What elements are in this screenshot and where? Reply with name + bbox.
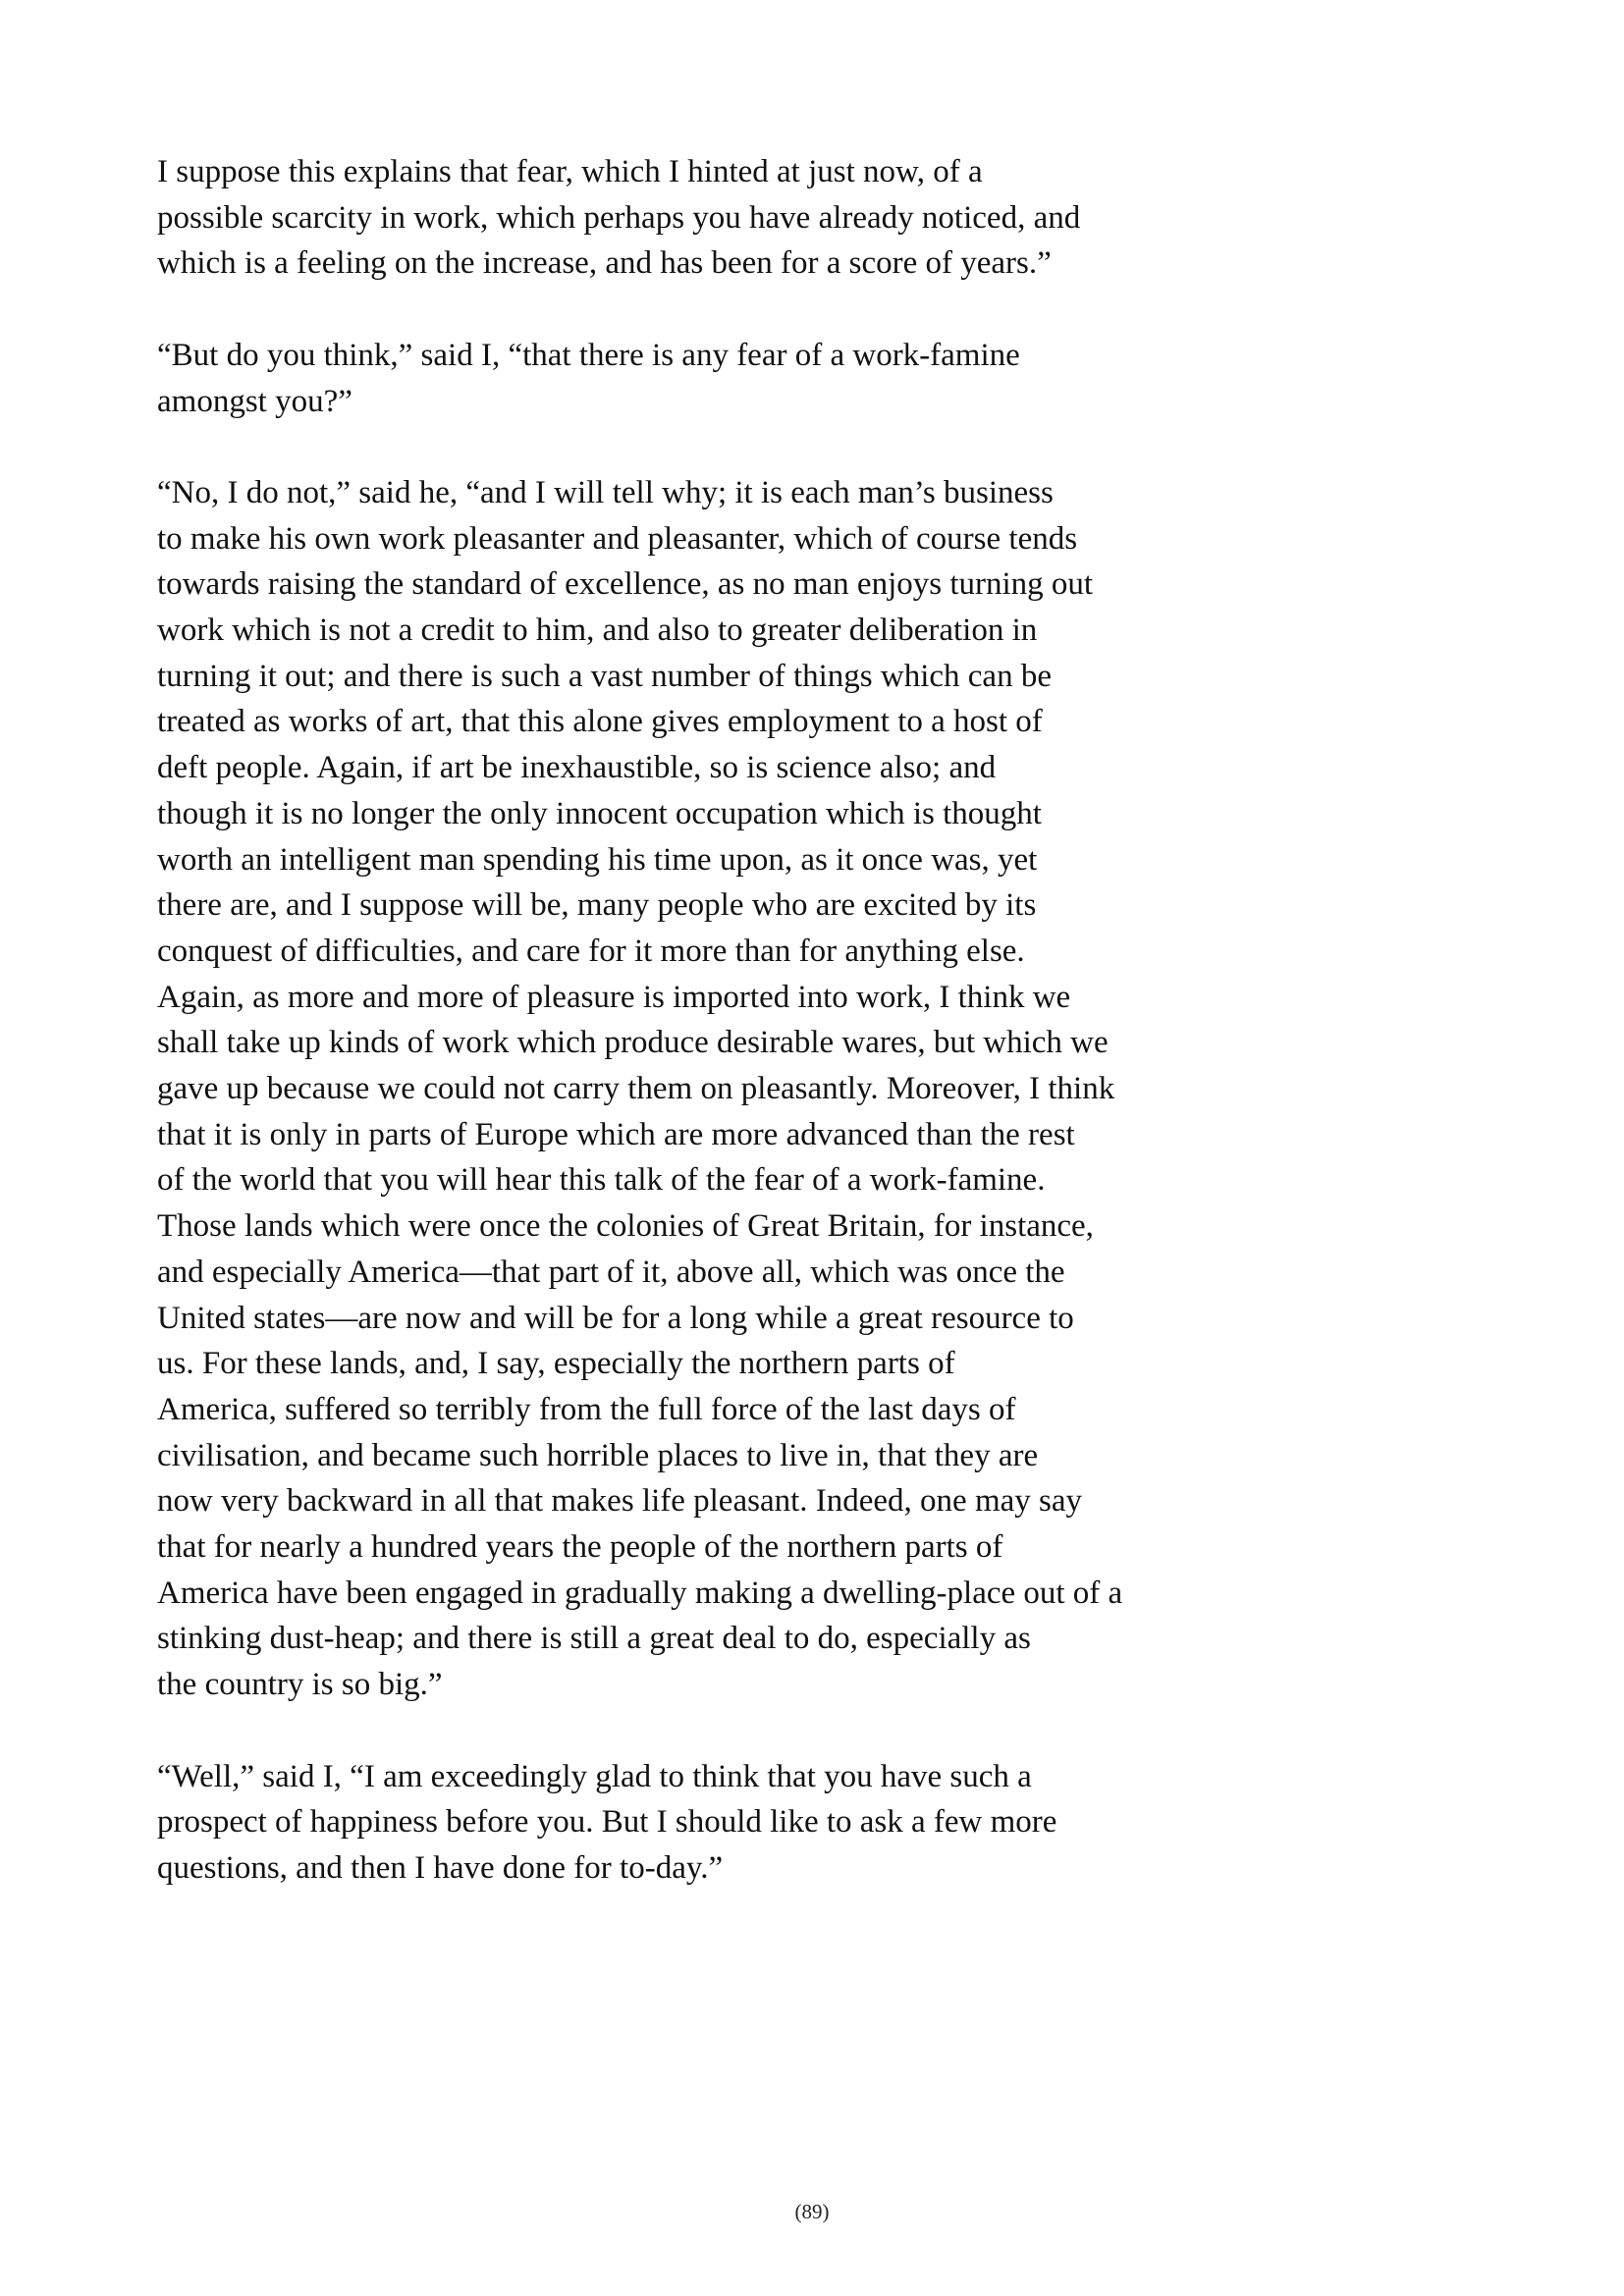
text-line: amongst you?” (157, 383, 352, 419)
text-line: civilisation, and became such horrible places to live in, that they are (157, 1437, 1039, 1473)
text-line: and especially America—that part of it, above all, which was once the (157, 1254, 1065, 1290)
text-line: towards raising the standard of excellence, as no man enjoys turning out (157, 566, 1094, 603)
text-line: though it is no longer the only innocent occupation which is thought (157, 795, 1042, 831)
text-line: “But do you think,” said I, “that there is any fear of a work-famine (157, 337, 1020, 373)
text-line: work which is not a credit to him, and also to greater deliberation in (157, 613, 1038, 648)
text-line: to make his own work pleasanter and pleasanter, which of course tends (157, 520, 1078, 557)
text-line: questions, and then I have done for to-day.” (157, 1849, 724, 1886)
text-line: America, suffered so terribly from the full force of the last days of (157, 1391, 1016, 1427)
text-line: conquest of difficulties, and care for it more than for anything else. (157, 933, 1025, 969)
text-line: which is a feeling on the increase, and has been for a score of years.” (157, 245, 1052, 282)
text-line: Those lands which were once the colonies of Great Britain, for instance, (157, 1208, 1094, 1245)
text-line: treated as works of art, that this alone gives employment to a host of (157, 704, 1043, 740)
paragraph (157, 333, 1335, 424)
text-line: America have been engaged in gradually making a dwelling-place out of a (157, 1575, 1123, 1611)
paragraph (157, 149, 1335, 287)
text-line: “Well,” said I, “I am exceedingly glad to think that you have such a (157, 1758, 1032, 1794)
text-line: stinking dust-heap; and there is still a great deal to do, especially as (157, 1621, 1031, 1657)
text-line: the country is so big.” (157, 1667, 443, 1703)
text-line: possible scarcity in work, which perhaps you have already noticed, and (157, 199, 1081, 236)
text-line: Again, as more and more of pleasure is imported into work, I think we (157, 979, 1071, 1015)
text-line: United states—are now and will be for a long while a great resource to (157, 1300, 1074, 1336)
text-line: that for nearly a hundred years the people of the northern parts of (157, 1529, 1003, 1566)
text-line: us. For these lands, and, I say, especially the northern parts of (157, 1346, 955, 1382)
text-line: worth an intelligent man spending his time upon, as it once was, yet (157, 841, 1038, 878)
page-body (157, 149, 1335, 1937)
page-number: (89) (794, 2200, 830, 2223)
text-line: shall take up kinds of work which produce desirable wares, but which we (157, 1025, 1109, 1061)
paragraph (157, 470, 1335, 1708)
paragraph (157, 1754, 1335, 1892)
text-line: of the world that you will hear this talk of the fear of a work-famine. (157, 1162, 1046, 1199)
text-line: deft people. Again, if art be inexhaustible, so is science also; and (157, 750, 997, 786)
text-line: that it is only in parts of Europe which are more advanced than the rest (157, 1116, 1075, 1152)
text-line: I suppose this explains that fear, which I hinted at just now, of a (157, 154, 983, 189)
text-line: “No, I do not,” said he, “and I will tell why; it is each man’s business (157, 474, 1054, 510)
text-line: there are, and I suppose will be, many people who are excited by its (157, 887, 1037, 924)
text-line: turning it out; and there is such a vast number of things which can be (157, 658, 1052, 694)
text-line: now very backward in all that makes life pleasant. Indeed, one may say (157, 1483, 1082, 1520)
text-line: prospect of happiness before you. But I should like to ask a few more (157, 1804, 1057, 1841)
text-line: gave up because we could not carry them on pleasantly. Moreover, I think (157, 1071, 1115, 1107)
